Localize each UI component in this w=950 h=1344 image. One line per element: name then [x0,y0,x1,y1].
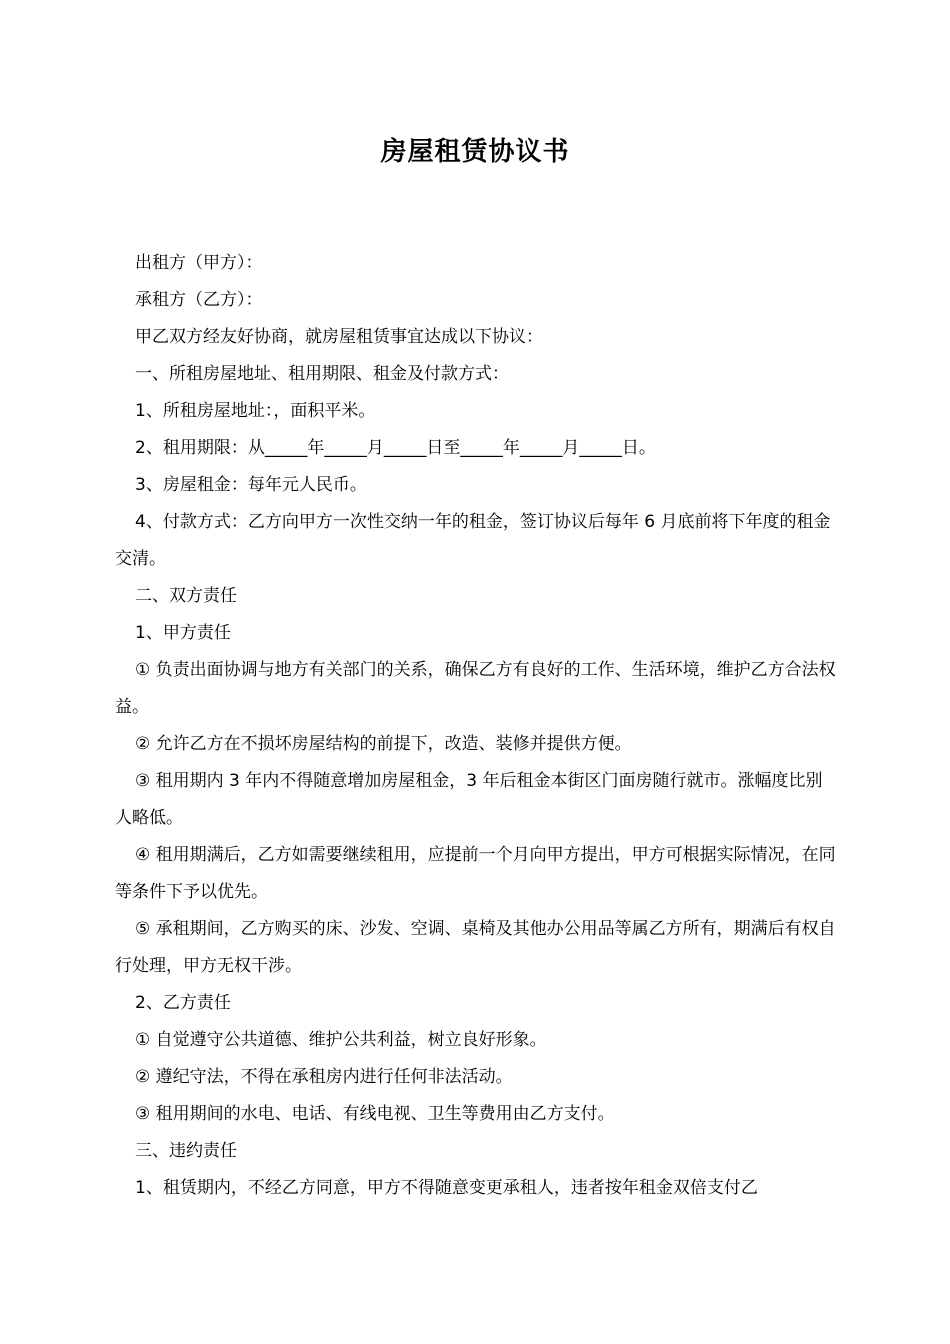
paragraph-rent: 3、房屋租金：每年元人民币。 [135,475,367,495]
list-item: ③ 租用期间的水电、电话、有线电视、卫生等费用由乙方支付。 [135,1104,615,1124]
list-item: ① 自觉遵守公共道德、维护公共利益，树立良好形象。 [135,1030,547,1050]
paragraph-lessor: 出租方（甲方）： [135,253,263,273]
paragraph-intro: 甲乙双方经友好协商，就房屋租赁事宜达成以下协议： [135,327,543,347]
subheading-party-b: 2、乙方责任 [135,993,231,1013]
paragraph-payment: 4、付款方式：乙方向甲方一次性交纳一年的租金，签订协议后每年 6 月底前将下年度的租金交清。 [115,512,831,569]
list-item: ③ 租用期内 3 年内不得随意增加房屋租金，3 年后租金本街区门面房随行就市。涨幅度比别人略低。 [115,771,823,828]
list-item: ⑤ 承租期间，乙方购买的床、沙发、空调、桌椅及其他办公用品等属乙方所有，期满后有权自行处理，甲方无权干涉。 [115,919,836,976]
document-body [115,245,837,1207]
subheading-party-a: 1、甲方责任 [135,623,231,643]
list-item: ④ 租用期满后，乙方如需要继续租用，应提前一个月向甲方提出，甲方可根据实际情况，在同等条件下予以优先。 [115,845,836,902]
paragraph-breach: 1、租赁期内，不经乙方同意，甲方不得随意变更承租人，违者按年租金双倍支付乙 [135,1178,758,1198]
list-item: ① 负责出面协调与地方有关部门的关系，确保乙方有良好的工作、生活环境，维护乙方合法权益。 [115,660,836,717]
section-heading-1: 一、所租房屋地址、租用期限、租金及付款方式： [135,364,509,384]
list-item: ② 允许乙方在不损坏房屋结构的前提下，改造、装修并提供方便。 [135,734,632,754]
section-heading-3: 三、违约责任 [135,1141,237,1161]
section-heading-2: 二、双方责任 [135,586,237,606]
paragraph-lessee: 承租方（乙方）： [135,290,263,310]
document-title: 房屋租赁协议书 [380,137,570,167]
paragraph-address: 1、所租房屋地址：，面积平米。 [135,401,376,421]
paragraph-term: 2、租用期限：从_____年_____月_____日至_____年_____月_____日。 [135,438,656,458]
list-item: ② 遵纪守法，不得在承租房内进行任何非法活动。 [135,1067,513,1087]
